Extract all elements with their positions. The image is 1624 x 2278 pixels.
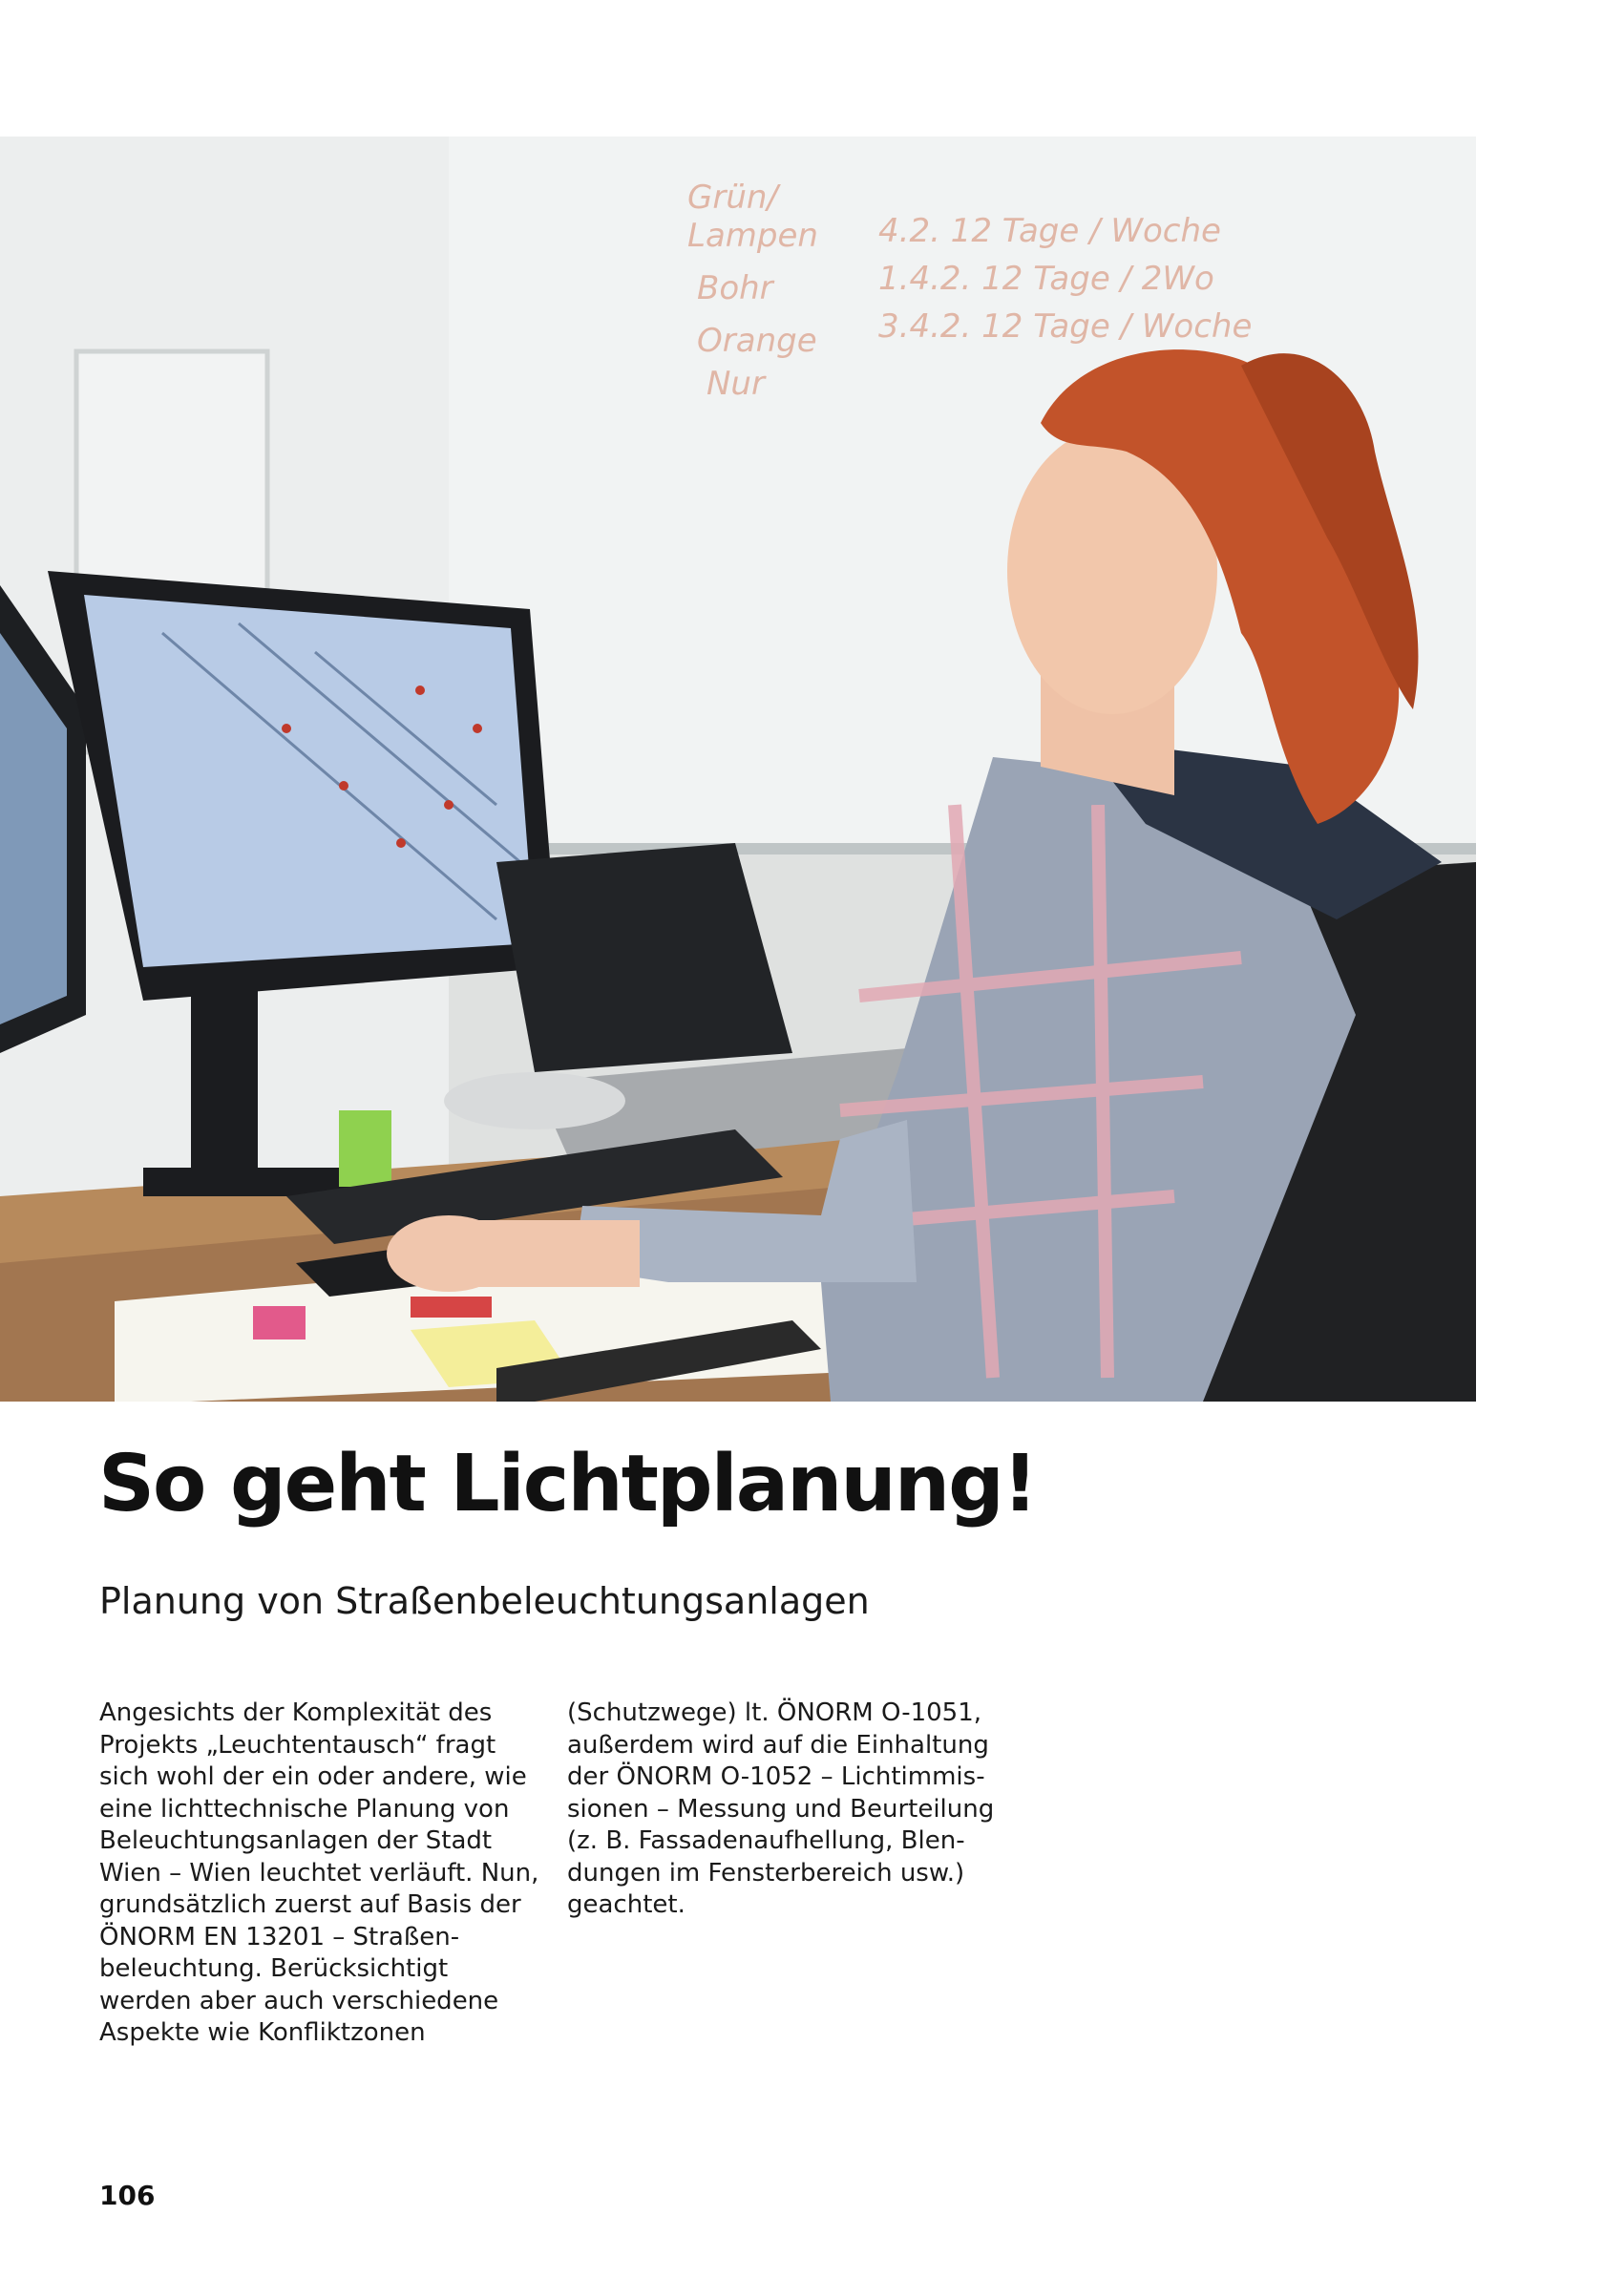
body-line: Wien – Wien leuchtet verläuft. Nun,: [99, 1858, 539, 1888]
body-line: Beleuchtungsanlagen der Stadt: [99, 1826, 493, 1855]
body-line: Angesichts der Komplexität des: [99, 1698, 493, 1727]
article-subtitle: Planung von Straßenbeleuchtungsanlagen: [99, 1580, 870, 1622]
body-line: Aspekte wie Konfliktzonen: [99, 2018, 426, 2047]
whiteboard-note: Bohr: [697, 269, 773, 307]
body-line: ÖNORM EN 13201 – Straßen-: [99, 1922, 460, 1951]
body-line: grundsätzlich zuerst auf Basis der: [99, 1890, 521, 1919]
body-line: werden aber auch verschiedene: [99, 1986, 499, 2015]
body-line: außerdem wird auf die Einhaltung: [567, 1730, 989, 1760]
body-column-right: [567, 1698, 1016, 1922]
whiteboard-note: 1.4.2. 12 Tage / 2Wo: [878, 260, 1214, 298]
body-line: geachtet.: [567, 1890, 685, 1919]
body-line: eine lichttechnische Planung von: [99, 1794, 510, 1824]
body-line: sionen – Messung und Beurteilung: [567, 1794, 995, 1824]
body-line: Projekts „Leuchtentausch“ fragt: [99, 1730, 496, 1760]
whiteboard-note: Nur: [707, 365, 765, 403]
body-line: sich wohl der ein oder andere, wie: [99, 1762, 527, 1791]
whiteboard-note: 4.2. 12 Tage / Woche: [878, 212, 1221, 250]
body-line: (z. B. Fassadenaufhellung, Blen-: [567, 1826, 965, 1855]
office-scene-illustration: [0, 137, 1476, 1402]
whiteboard-note: Orange: [697, 322, 817, 360]
whiteboard-note: Grün/: [687, 179, 778, 217]
article-title: So geht Lichtplanung!: [98, 1439, 1037, 1529]
body-line: dungen im Fensterbereich usw.): [567, 1858, 965, 1888]
body-column-left: [99, 1698, 548, 2050]
body-line: beleuchtung. Berücksichtigt: [99, 1954, 449, 1983]
whiteboard-note: Lampen: [687, 217, 818, 255]
body-line: (Schutzwege) lt. ÖNORM O-1051,: [567, 1698, 982, 1727]
whiteboard-note: 3.4.2. 12 Tage / Woche: [878, 307, 1253, 346]
page-number: 106: [99, 2180, 156, 2211]
body-line: der ÖNORM O-1052 – Lichtimmis-: [567, 1762, 985, 1791]
hero-photo: [0, 137, 1476, 1402]
